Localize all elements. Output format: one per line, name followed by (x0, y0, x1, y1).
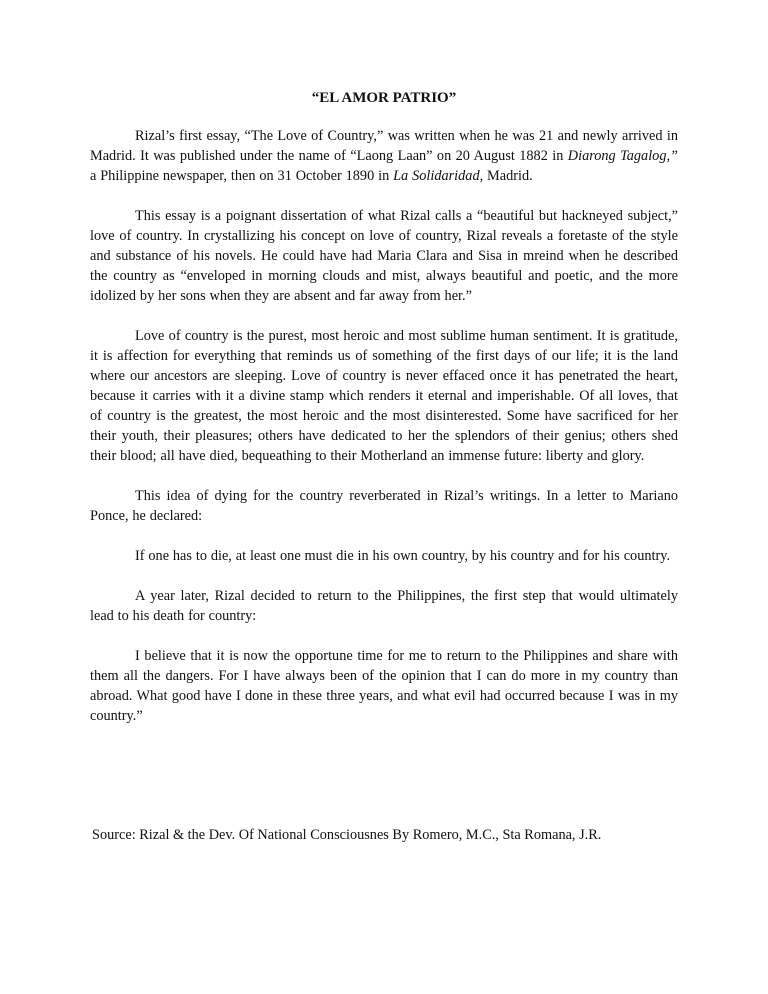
paragraph-2: This essay is a poignant dissertation of what Rizal calls a “beautiful but hackneyed subject,” love of country. In crystallizing his concept on love of country, Rizal reveals a foretaste of the style and substance of his novels. He could have had Maria Clara and Sisa in mreind when he described the country as “enveloped in morning clouds and mist, always beautiful and poetic, and the more idolized by her sons when they are absent and far away from her.” (90, 208, 678, 304)
quote-2: I believe that it is now the opportune time for me to return to the Philippines and share with them all the dangers. For I have always been of the opinion that I can do more in my country than abroad. What good have I done in these three years, and what evil had occurred because I was in my country.” (90, 648, 678, 724)
newspaper-name-la-solidaridad: La Solidaridad, (393, 168, 484, 184)
document-title: “EL AMOR PATRIO” (311, 90, 457, 106)
newspaper-name-diarong-tagalog: Diarong Tagalog,” (567, 148, 678, 164)
paragraph-1-text-a: Rizal’s first essay, “The Love of Country,” was written when he was 21 and newly arrived in Madrid. It was published under the name of “Laong Laan” on 20 August 1882 in (90, 128, 678, 164)
paragraph-1 (90, 126, 678, 186)
paragraph-6: A year later, Rizal decided to return to the Philippines, the first step that would ultimately lead to his death for country: (90, 588, 678, 624)
document-body (90, 88, 678, 746)
source-citation: Source: Rizal & the Dev. Of National Consciousnes By Romero, M.C., Sta Romana, J.R. (92, 827, 602, 843)
paragraph-3: Love of country is the purest, most heroic and most sublime human sentiment. It is gratitude, it is affection for everything that reminds us of something of the first days of our life; it is the land where our ancestors are sleeping. Love of country is never effaced once it has penetrated the heart, because it carries with it a divine stamp which renders it eternal and imperishable. Of all loves, that of country is the greatest, the most heroic and the most disinterested. Some have sacrificed for her their youth, their pleasures; others have dedicated to her the splendors of their genius; others shed their blood; all have died, bequeathing to their Motherland an immense future: liberty and glory. (90, 328, 678, 464)
paragraph-1-text-c: Madrid. (483, 168, 533, 184)
quote-1: If one has to die, at least one must die in his own country, by his country and for his country. (135, 548, 671, 564)
paragraph-1-text-b: a Philippine newspaper, then on 31 October 1890 in (90, 168, 394, 184)
paragraph-4: This idea of dying for the country reverberated in Rizal’s writings. In a letter to Mariano Ponce, he declared: (90, 488, 678, 524)
